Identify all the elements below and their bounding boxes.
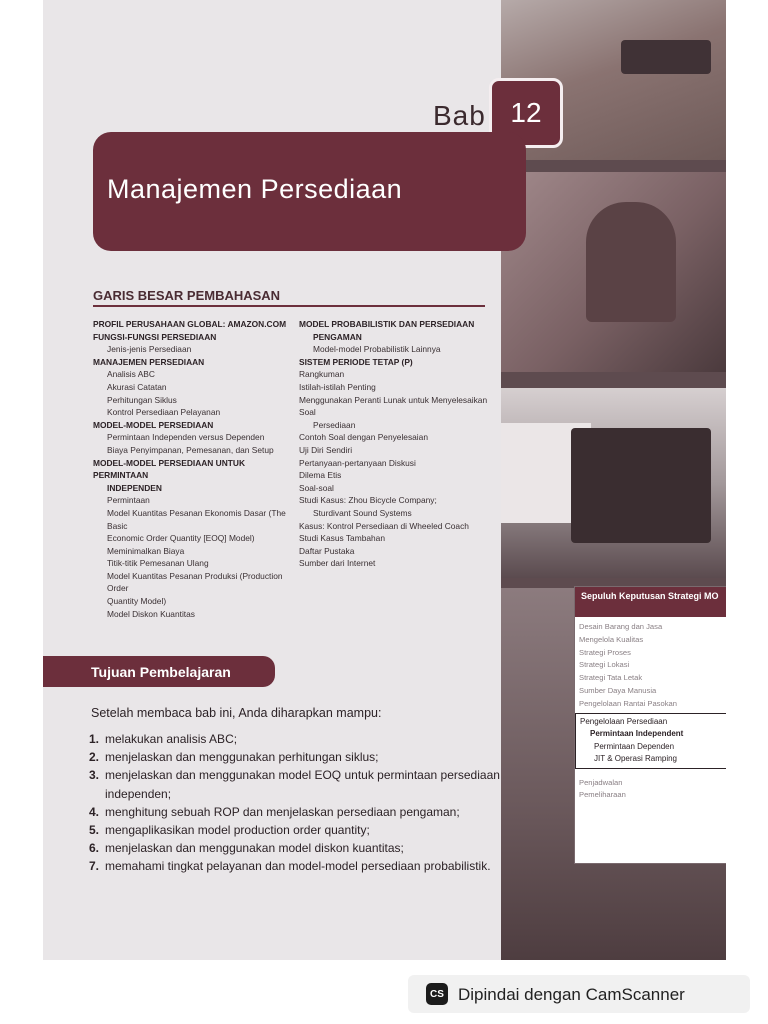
objective-item xyxy=(89,839,509,857)
objective-text: menjelaskan dan menggunakan model diskon kuantitas; xyxy=(105,841,404,856)
objective-item xyxy=(89,857,509,875)
learning-objectives-banner xyxy=(43,656,275,687)
outline-entry: Rangkuman xyxy=(299,369,345,380)
outline-entry: Daftar Pustaka xyxy=(299,545,355,556)
decision-item: Penjadwalan xyxy=(579,777,623,787)
objective-number: 2. xyxy=(89,750,100,765)
decision-item: Strategi Tata Letak xyxy=(579,673,643,683)
outline-entry: INDEPENDEN xyxy=(107,482,162,493)
objective-text: memahami tingkat pelayanan dan model-model persediaan probabilistik. xyxy=(105,859,491,874)
outline-entry: Studi Kasus: Zhou Bicycle Company; xyxy=(299,495,437,506)
truck-photo xyxy=(501,388,726,578)
chapter-title-banner xyxy=(93,132,526,251)
outline-entry: SISTEM PERIODE TETAP (P) xyxy=(299,356,413,367)
objective-text: melakukan analisis ABC; xyxy=(105,732,238,746)
outline-entry: Menggunakan Peranti Lunak untuk Menyelesaikan Soal xyxy=(299,394,488,418)
decision-item: Pengelolaan Rantai Pasokan xyxy=(579,698,677,708)
objective-number: 1. xyxy=(89,732,100,746)
outline-entry: Soal-soal xyxy=(299,482,334,493)
decisions-active-group xyxy=(575,713,726,769)
outline-entry: Pertanyaan-pertanyaan Diskusi xyxy=(299,457,416,468)
outline-entry: MANAJEMEN PERSEDIAAN xyxy=(93,356,205,367)
decisions-header: Sepuluh Keputusan Strategi MO xyxy=(575,587,726,617)
active-decision-sub2: Permintaan Dependen xyxy=(594,741,675,751)
chapter-label: Bab xyxy=(433,100,486,131)
camscanner-logo-icon: CS xyxy=(426,983,448,1005)
decision-item: Strategi Lokasi xyxy=(579,660,630,670)
active-decision-sub3: JIT & Operasi Ramping xyxy=(594,754,677,764)
decision-item: Desain Barang dan Jasa xyxy=(579,622,663,631)
objective-number: 3. xyxy=(89,768,100,783)
camscanner-text: Dipindai dengan CamScanner xyxy=(458,985,685,1004)
outline-left-column xyxy=(93,318,288,620)
camscanner-watermark xyxy=(408,975,750,1013)
outline-entry: Quantity Model) xyxy=(107,596,167,607)
objectives-list xyxy=(89,730,509,876)
outline-entry: Persediaan xyxy=(313,419,356,430)
objective-number: 5. xyxy=(89,823,100,838)
active-decision-sub: Permintaan Independent xyxy=(590,729,684,739)
outline-entry: MODEL-MODEL PERSEDIAAN xyxy=(93,419,214,430)
outline-entry: MODEL PROBABILISTIK DAN PERSEDIAAN xyxy=(299,319,475,329)
outline-entry: Meminimalkan Biaya xyxy=(107,545,185,556)
decisions-before-group xyxy=(579,621,723,711)
worker-shape xyxy=(586,202,676,322)
outline-heading: GARIS BESAR PEMBAHASAN xyxy=(93,288,485,307)
outline-entry: Model Kuantitas Pesanan Ekonomis Dasar (The Basic xyxy=(107,507,286,531)
objective-text: menjelaskan dan menggunakan perhitungan siklus; xyxy=(105,750,379,765)
chapter-number: 12 xyxy=(489,78,563,148)
outline-entry: MODEL-MODEL PERSEDIAAN UNTUK PERMINTAAN xyxy=(93,457,245,481)
outline-entry: Kontrol Persediaan Pelayanan xyxy=(107,407,221,418)
objective-item xyxy=(89,730,509,748)
outline-entry: Istilah-istilah Penting xyxy=(299,381,376,392)
learning-intro: Setelah membaca bab ini, Anda diharapkan mampu: xyxy=(91,706,382,720)
decisions-list xyxy=(575,617,726,802)
outline-entry: Permintaan xyxy=(107,495,150,506)
outline-entry: Analisis ABC xyxy=(107,369,155,380)
learning-objectives-heading: Tujuan Pembelajaran xyxy=(91,664,231,680)
outline-entry: Permintaan Independen versus Dependen xyxy=(107,432,265,443)
outline-entry: Model Diskon Kuantitas xyxy=(107,608,195,619)
outline-entry: Dilema Etis xyxy=(299,470,342,481)
objective-item xyxy=(89,821,509,839)
decision-item: Pemeliharaan xyxy=(579,790,626,800)
decisions-after-group xyxy=(579,777,723,803)
outline-entry: Model-model Probabilistik Lainnya xyxy=(313,344,441,355)
outline-entry: PENGAMAN xyxy=(313,331,362,342)
objective-number: 7. xyxy=(89,859,100,874)
outline-entry: Akurasi Catatan xyxy=(107,381,167,392)
truck-shape xyxy=(571,428,711,543)
outline-entry: Kasus: Kontrol Persediaan di Wheeled Coach xyxy=(299,520,469,531)
outline-entry: Sturdivant Sound Systems xyxy=(313,507,412,518)
objective-item xyxy=(89,748,509,766)
outline-entry: PROFIL PERUSAHAAN GLOBAL: AMAZON.COM xyxy=(93,319,287,329)
grain-worker-photo xyxy=(501,172,726,372)
outline-entry: Studi Kasus Tambahan xyxy=(299,533,385,544)
active-decision-title: Pengelolaan Persediaan xyxy=(580,716,668,726)
outline-entry: Titik-titik Pemesanan Ulang xyxy=(107,558,209,569)
objective-item xyxy=(89,766,509,802)
outline-entry: FUNGSI-FUNGSI PERSEDIAAN xyxy=(93,331,217,342)
decision-item: Sumber Daya Manusia xyxy=(579,685,657,695)
objective-number: 4. xyxy=(89,804,100,819)
outline-entry: Uji Diri Sendiri xyxy=(299,444,353,455)
chapter-title: Manajemen Persediaan xyxy=(107,174,403,204)
objective-number: 6. xyxy=(89,841,100,856)
book-page xyxy=(43,0,726,960)
outline-right-column xyxy=(299,318,494,570)
decision-item: Mengelola Kualitas xyxy=(579,634,644,644)
objective-item xyxy=(89,803,509,821)
harvester-shape xyxy=(621,40,711,74)
objective-text: menjelaskan dan menggunakan model EOQ untuk permintaan persediaan independen; xyxy=(105,768,500,801)
outline-entry: Economic Order Quantity [EOQ] Model) xyxy=(107,533,255,544)
objective-text: menghitung sebuah ROP dan menjelaskan persediaan pengaman; xyxy=(105,804,460,819)
outline-entry: Model Kuantitas Pesanan Produksi (Production Order xyxy=(107,570,283,594)
decisions-panel xyxy=(574,586,726,864)
outline-entry: Jenis-jenis Persediaan xyxy=(107,344,192,355)
objective-text: mengaplikasikan model production order quantity; xyxy=(105,823,370,838)
outline-entry: Perhitungan Siklus xyxy=(107,394,177,405)
decision-item: Strategi Proses xyxy=(579,647,631,657)
outline-entry: Sumber dari Internet xyxy=(299,558,376,569)
outline-entry: Contoh Soal dengan Penyelesaian xyxy=(299,432,428,443)
outline-entry: Biaya Penyimpanan, Pemesanan, dan Setup xyxy=(107,444,274,455)
